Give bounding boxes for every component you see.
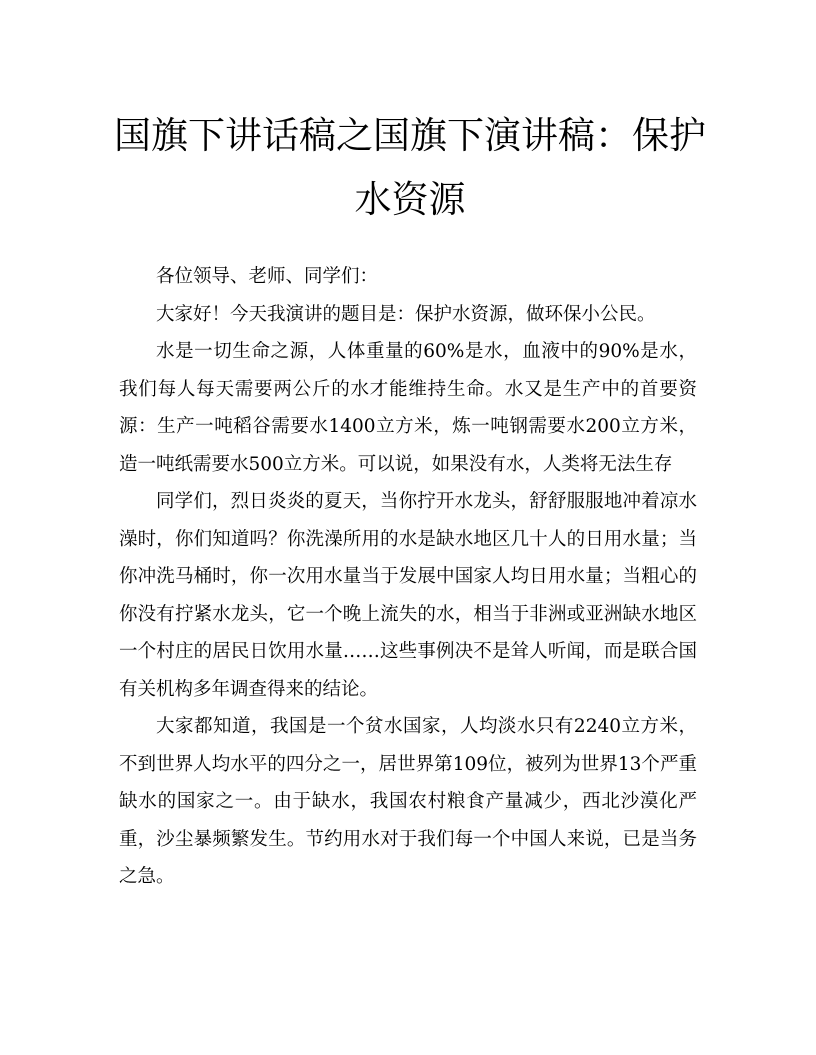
greeting-paragraph: 大家好！今天我演讲的题目是：保护水资源，做环保小公民。 [156,303,656,325]
page-title: 国旗下讲话稿之国旗下演讲稿：保护水资源 [114,114,706,221]
water-scarcity-paragraph: 大家都知道，我国是一个贫水国家，人均淡水只有2240立方米，不到世界人均水平的四分之一，居世界第109位，被列为世界13个严重缺水的国家之一。由于缺水，我国农村粮食产量减少，西北沙漠化严重，沙尘暴频繁发生。节约用水对于我们每一个中国人来说，已是当务之急。 [119,716,697,887]
water-importance-paragraph: 水是一切生命之源，人体重量的60%是水，血液中的90%是水，我们每人每天需要两公斤的水才能维持生命。水又是生产中的首要资源：生产一吨稻谷需要水1400立方米，炼一吨钢需要水200立方米，造一吨纸需要水500立方米。可以说，如果没有水，人类将无法生存 [119,341,697,475]
water-waste-paragraph: 同学们，烈日炎炎的夏天，当你拧开水龙头，舒舒服服地冲着凉水澡时，你们知道吗？你洗澡所用的水是缺水地区几十人的日用水量；当你冲洗马桶时，你一次用水量当于发展中国家人均日用水量；当粗心的你没有拧紧水龙头，它一个晚上流失的水，相当于非洲或亚洲缺水地区一个村庄的居民日饮用水量……这些事例决不是耸人听闻，而是联合国有关机构多年调查得来的结论。 [119,491,697,700]
document-body [119,258,697,896]
salutation-paragraph: 各位领导、老师、同学们： [156,266,379,287]
